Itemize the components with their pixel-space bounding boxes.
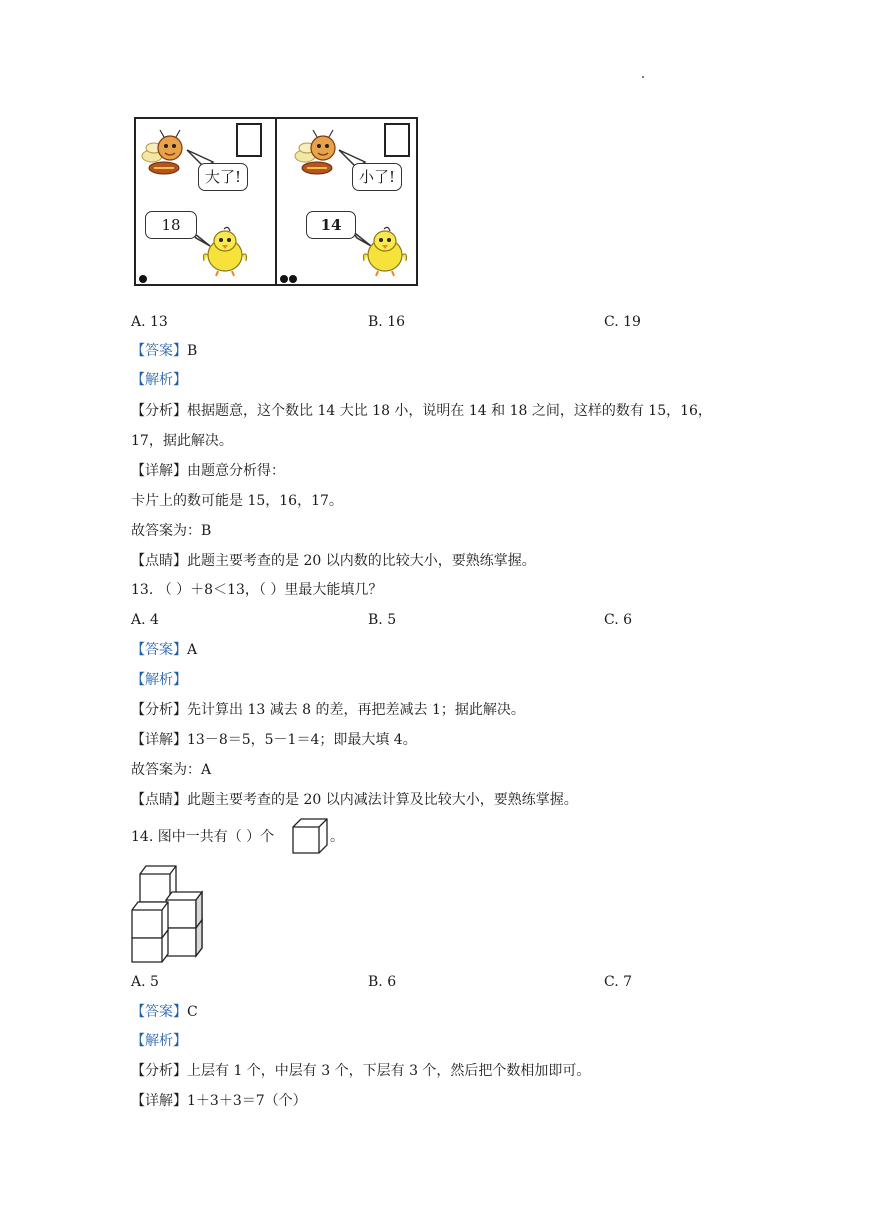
q12-analysis-tag: 【解析】: [131, 372, 187, 388]
q14-analysis-tag: 【解析】: [131, 1033, 187, 1049]
fenxi-tag: 【分析】: [131, 403, 187, 419]
cube-icon: [290, 816, 330, 856]
xiangjie-tag: 【详解】: [131, 732, 187, 748]
card-box-left: [236, 123, 262, 157]
q12-answer-line: [131, 342, 197, 360]
q14-question: [131, 828, 274, 846]
q12-dianjing-line: [131, 552, 536, 570]
q13-option-b: B. 5: [368, 612, 397, 628]
bee-icon: [293, 128, 343, 180]
fenxi-text: 根据题意，这个数比 14 大比 18 小，说明在 14 和 18 之间，这样的数有 15，16，: [187, 403, 712, 419]
q13-fenxi-line: [131, 701, 525, 719]
answer-tag: 【答案】: [131, 343, 187, 359]
q13-analysis-tag: 【解析】: [131, 672, 187, 688]
q12-conclusion: 故答案为：B: [131, 523, 212, 539]
q14-option-a: A. 5: [131, 974, 159, 990]
q12-fenxi-line1: [131, 402, 712, 420]
xiangjie-text: 13－8＝5，5－1＝4；即最大填 4。: [187, 732, 417, 748]
fenxi-tag: 【分析】: [131, 702, 187, 718]
speech-bubble-number-right: 14: [306, 211, 356, 239]
xiangjie-text: 1＋3＋3＝7（个）: [187, 1093, 307, 1109]
dianjing-tag: 【点睛】: [131, 553, 187, 569]
q14-option-b: B. 6: [368, 974, 397, 990]
q13-option-c: C. 6: [604, 612, 633, 628]
xiangjie-text: 由题意分析得：: [187, 463, 285, 479]
q13-conclusion: 故答案为：A: [131, 762, 212, 778]
q13-xiangjie-line: [131, 731, 417, 749]
dianjing-text: 此题主要考查的是 20 以内减法计算及比较大小，要熟练掌握。: [187, 792, 578, 808]
q12-fenxi-line2: 17，据此解决。: [131, 433, 233, 449]
q13-question: 13. （ ）＋8＜13，（ ）里最大能填几？: [131, 582, 383, 598]
q13-answer-line: [131, 641, 197, 659]
q13-option-a: A. 4: [131, 612, 159, 628]
speech-bubble-too-big: 大了!: [198, 163, 248, 191]
dianjing-text: 此题主要考查的是 20 以内数的比较大小，要熟练掌握。: [187, 553, 536, 569]
q12-option-a: A. 13: [131, 314, 168, 330]
chick-icon: [362, 225, 408, 277]
fenxi-tag: 【分析】: [131, 1063, 187, 1079]
page-speck: [642, 76, 644, 78]
panel-marker-dot: [139, 275, 147, 283]
q14-xiangjie-line: [131, 1092, 307, 1110]
panel-marker-dot: [280, 275, 288, 283]
answer-value: A: [187, 642, 198, 658]
q14-option-c: C. 7: [604, 974, 633, 990]
q12-option-b: B. 16: [368, 314, 406, 330]
q14-fenxi-line: [131, 1062, 590, 1080]
q14-question-suffix: 。: [330, 829, 344, 845]
fenxi-text: 先计算出 13 减去 8 的差，再把差减去 1；据此解决。: [187, 702, 525, 718]
cube-left-upper: [132, 902, 168, 938]
xiangjie-tag: 【详解】: [131, 1093, 187, 1109]
q14-answer-line: [131, 1003, 198, 1021]
q12-option-c: C. 19: [604, 314, 641, 330]
q14-question-prefix: 14. 图中一共有（ ）个: [131, 829, 275, 845]
answer-tag: 【答案】: [131, 642, 187, 658]
cube-stack-figure: [130, 860, 206, 964]
speech-bubble-too-small: 小了!: [352, 163, 402, 191]
chick-icon: [202, 225, 248, 277]
cube-right-upper: [166, 892, 202, 928]
panel-marker-dot: [289, 275, 297, 283]
xiangjie-tag: 【详解】: [131, 463, 187, 479]
q12-card-line: 卡片上的数可能是 15，16，17。: [131, 493, 343, 509]
speech-bubble-number-left: 18: [145, 211, 197, 239]
bee-icon: [140, 128, 190, 180]
q12-xiangjie-line: [131, 462, 285, 480]
fenxi-text: 上层有 1 个，中层有 3 个，下层有 3 个，然后把个数相加即可。: [187, 1063, 591, 1079]
q13-dianjing-line: [131, 791, 578, 809]
card-box-right: [384, 123, 410, 157]
answer-tag: 【答案】: [131, 1004, 187, 1020]
answer-value: C: [187, 1004, 198, 1020]
dianjing-tag: 【点睛】: [131, 792, 187, 808]
answer-value: B: [187, 343, 198, 359]
